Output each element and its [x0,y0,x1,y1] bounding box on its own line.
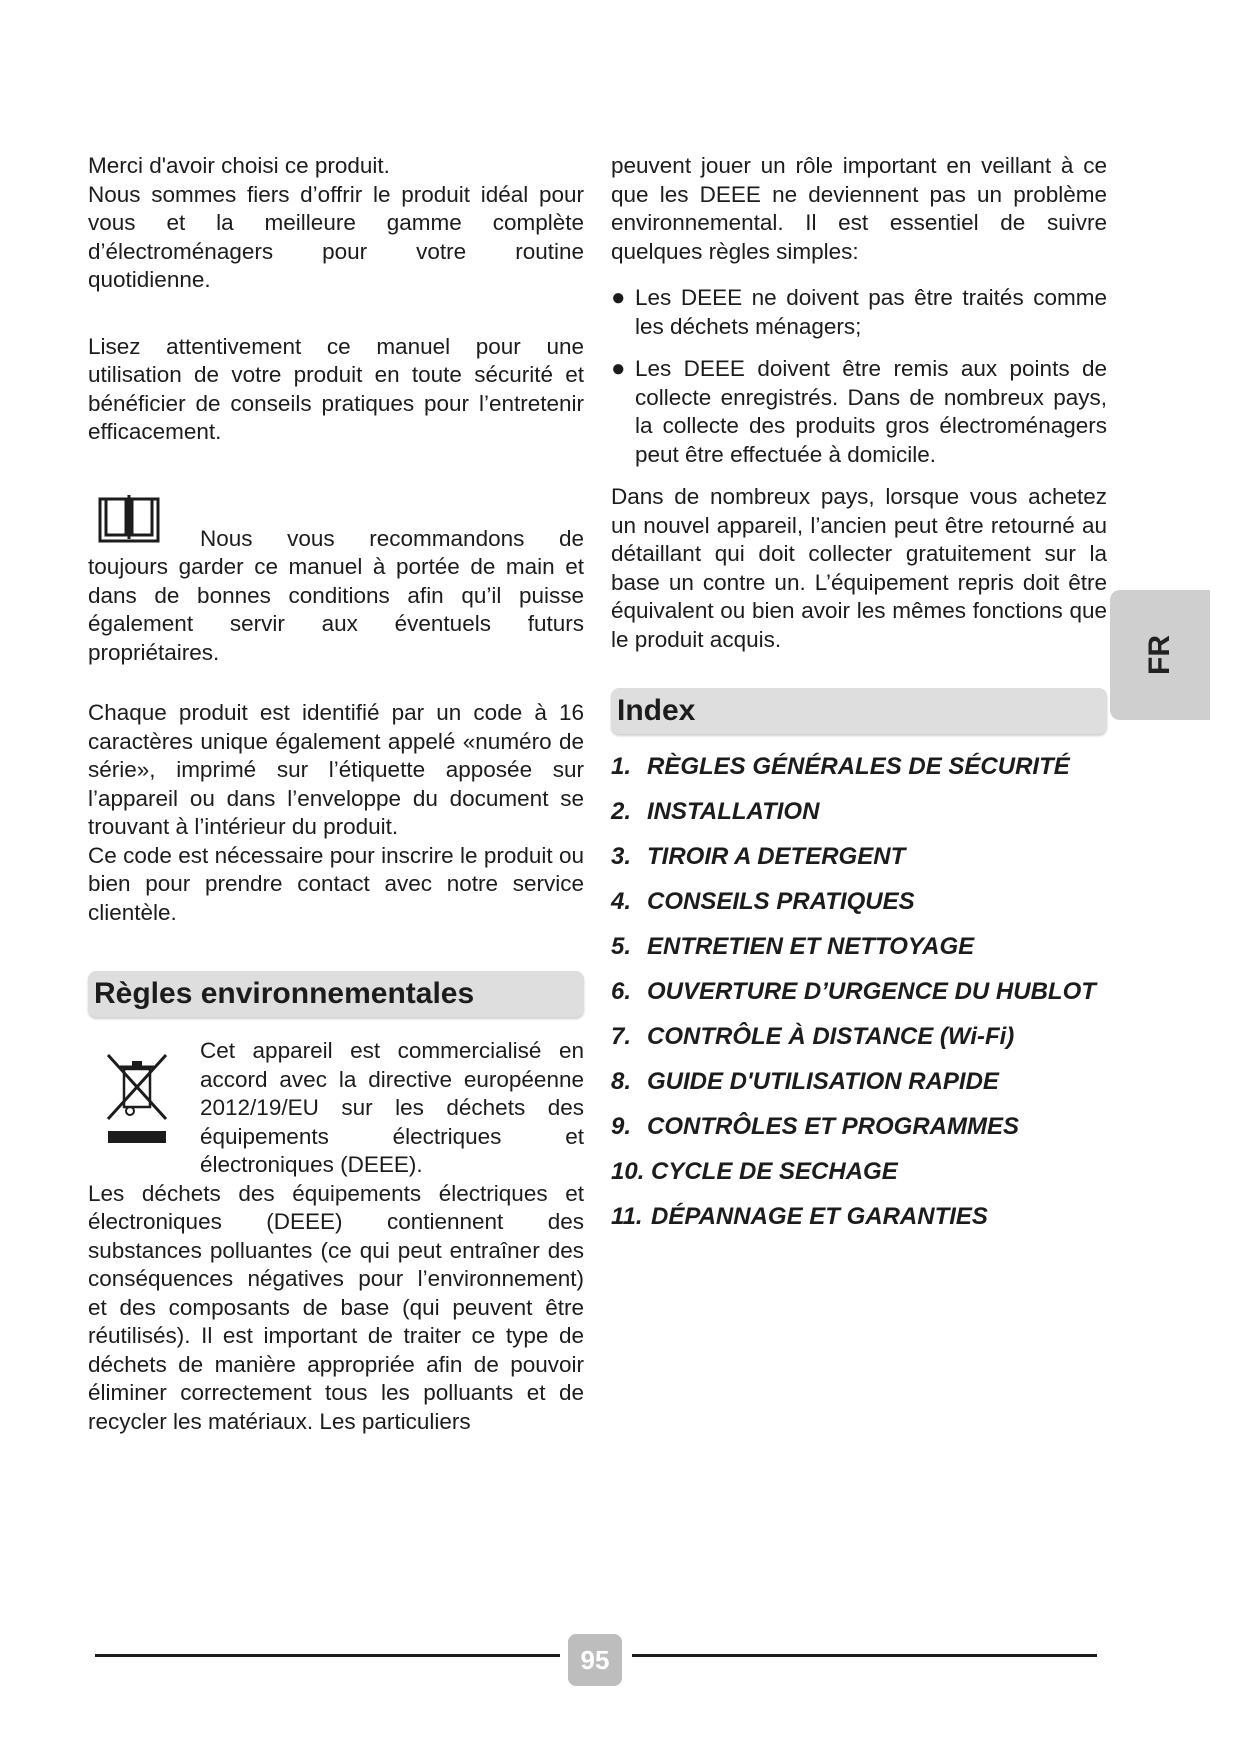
index-label: GUIDE D'UTILISATION RAPIDE [647,1068,999,1095]
index-number: 10. [611,1158,645,1185]
bullet-text: Les DEEE ne doivent pas être traités comme les déchets ménagers; [635,285,1107,339]
index-number: 4. [611,888,632,915]
index-item-maintenance[interactable] [611,932,1107,962]
index-heading [611,688,1107,734]
language-tab[interactable] [1110,590,1210,720]
read-manual-paragraph: Lisez attentivement ce manuel pour une utilisation de votre produit en toute sécurité et bénéficier de conseils pratiques pour l’entretenir efficacement. [88,333,584,444]
right-column [611,152,1107,1247]
footer-divider-left [95,1654,560,1657]
index-item-safety[interactable] [611,752,1107,782]
index-label: CYCLE DE SECHAGE [651,1158,898,1185]
index-item-troubleshooting[interactable] [611,1202,1107,1232]
keep-manual-paragraph [88,495,584,668]
index-item-quick-guide[interactable] [611,1067,1107,1097]
index-heading-text: Index [617,693,696,727]
index-item-detergent-drawer[interactable] [611,842,1107,872]
index-label: CONTRÔLE À DISTANCE (Wi-Fi) [647,1023,1015,1050]
index-label: INSTALLATION [647,798,820,825]
index-item-emergency-door[interactable] [611,977,1107,1007]
index-number: 11. [611,1203,643,1230]
index-item-drying-cycle[interactable] [611,1157,1107,1187]
index-item-practical-tips[interactable] [611,887,1107,917]
index-label: OUVERTURE D’URGENCE DU HUBLOT [647,978,1096,1005]
book-icon [98,493,160,543]
environment-heading [88,971,584,1017]
index-item-controls-programs[interactable] [611,1112,1107,1142]
index-label: RÈGLES GÉNÉRALES DE SÉCURITÉ [647,753,1070,780]
weee-intro-text: Cet appareil est commercialisé en accord avec la directive européenne 2012/19/EU sur les déchets des équipements électriques et électroniques (DEEE). [200,1038,584,1177]
return-policy-paragraph: Dans de nombreux pays, lorsque vous achetez un nouvel appareil, l’ancien peut être retourné au détaillant qui doit collecter gratuitement sur la base un contre un. L’équipement repris doit être équivalent ou bien avoir les mêmes fonctions que le produit acquis. [611,484,1107,652]
list-item [611,355,1107,469]
index-number: 3. [611,843,632,870]
serial-usage-paragraph: Ce code est nécessaire pour inscrire le produit ou bien pour prendre contact avec notre service clientèle. [88,842,584,925]
language-tab-label: FR [1143,635,1176,675]
index-label: ENTRETIEN ET NETTOYAGE [647,933,975,960]
index-number: 5. [611,933,632,960]
index-label: TIROIR A DETERGENT [647,843,906,870]
bullet-dot-icon: ● [611,355,626,382]
index-number: 7. [611,1023,632,1050]
index-item-remote-control[interactable] [611,1022,1107,1052]
index-number: 1. [611,753,632,780]
page-number-badge [568,1634,622,1686]
index-label: CONSEILS PRATIQUES [647,888,915,915]
environment-heading-text: Règles environnementales [94,976,475,1010]
index-label: DÉPANNAGE ET GARANTIES [651,1203,988,1230]
environment-continued-paragraph: peuvent jouer un rôle important en veillant à ce que les DEEE ne deviennent pas un problème environnemental. Il est essentiel de suivre quelques règles simples: [611,153,1107,264]
index-item-installation[interactable] [611,797,1107,827]
list-item [611,284,1107,341]
intro-proud: Nous sommes fiers d’offrir le produit idéal pour vous et la meilleure gamme complète d’électroménagers pour votre routine quotidienne. [88,181,584,292]
intro-thanks: Merci d'avoir choisi ce produit. [88,153,390,178]
index-label: CONTRÔLES ET PROGRAMMES [647,1113,1020,1140]
bullet-dot-icon: ● [611,284,626,311]
keep-manual-text: Nous vous recommandons de toujours garder ce manuel à portée de main et dans de bonnes conditions afin qu’il puisse également servir aux éventuels futurs propriétaires. [88,525,584,665]
keep-manual-block [88,495,584,668]
index-number: 9. [611,1113,632,1140]
index-number: 2. [611,798,632,825]
crossed-bin-icon [104,1047,170,1153]
footer-divider-right [632,1654,1097,1657]
page-number: 95 [580,1644,610,1675]
index-number: 8. [611,1068,632,1095]
index-list [611,752,1107,1232]
weee-body-paragraph: Les déchets des équipements électriques et électroniques (DEEE) contiennent des substances polluantes (ce qui peut entraîner des conséquences négatives pour l’environnement) et des composants de base (qui peuvent être réutilisés). Il est important de traiter ce type de déchets de manière appropriée afin de pouvoir éliminer correctement tous les polluants et de recycler les matériaux. Les particuliers [88,1180,584,1434]
index-number: 6. [611,978,632,1005]
left-column [88,152,584,1436]
serial-paragraph: Chaque produit est identifié par un code à 16 caractères unique également appelé «numéro de série», imprimé sur l’étiquette apposée sur l’appareil ou dans l’enveloppe du document se trouvant à l’intérieur du produit. [88,700,584,839]
bullet-text: Les DEEE doivent être remis aux points de collecte enregistrés. Dans de nombreux pays, la collecte des produits gros électroménagers peut être effectuée à domicile. [635,356,1107,467]
weee-block [88,1037,584,1180]
